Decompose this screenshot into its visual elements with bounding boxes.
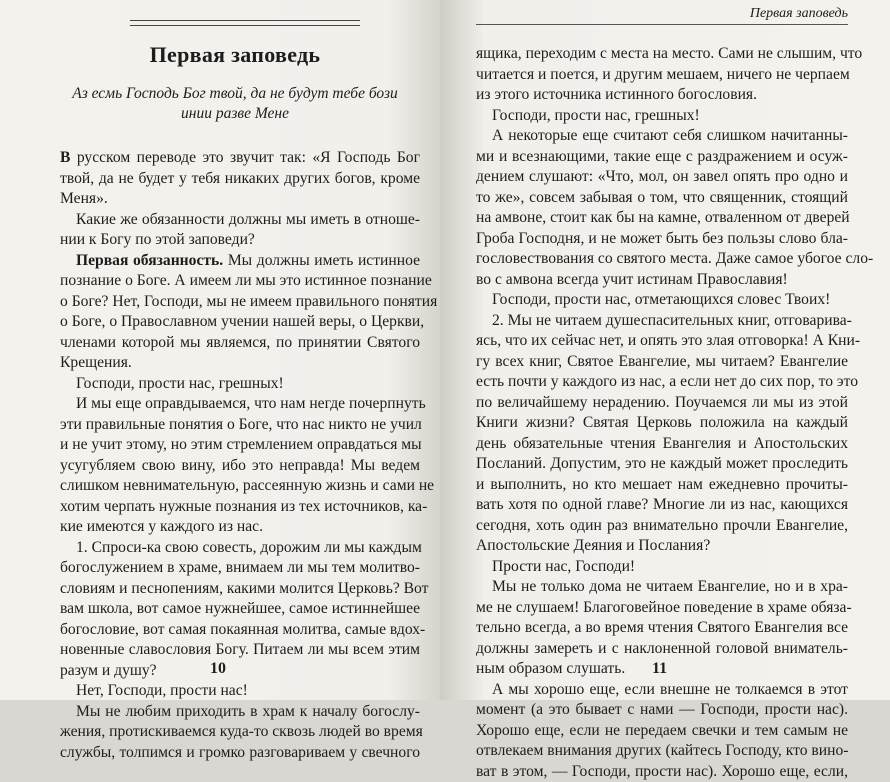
text-line	[476, 413, 848, 434]
text-line	[476, 311, 848, 332]
line-text: день обязательные чтения Евангелия и Апостольских	[476, 435, 848, 452]
text-line	[60, 271, 420, 292]
text-line	[60, 456, 420, 477]
text-line	[476, 352, 848, 373]
right-page	[440, 0, 890, 700]
epigraph	[60, 84, 410, 124]
line-text: читается и поется, и другим мешаем, ничего не черпаем	[476, 66, 850, 83]
text-line	[476, 700, 848, 721]
text-line	[60, 251, 420, 272]
line-text: русском переводе это звучит так: «Я Господь Бог	[77, 149, 420, 166]
line-text: слишком невнимательную, рассеянную жизнь и сами не	[60, 477, 434, 494]
text-line	[476, 598, 848, 619]
line-text: сегодня, хоть один раз внимательно прочли Евангелие,	[476, 517, 848, 534]
line-text: жения, протискиваемся куда-то сквозь людей во время	[60, 723, 423, 740]
line-text: кие имеются у каждого из нас.	[60, 518, 263, 535]
text-line	[476, 249, 848, 270]
text-line	[476, 536, 848, 557]
text-line	[476, 44, 848, 65]
line-text: из этого источника истинного богословия.	[476, 86, 757, 103]
line-text: разум и душу?	[60, 662, 157, 679]
running-head-rule	[476, 24, 848, 25]
text-line	[60, 538, 420, 559]
text-line	[60, 394, 420, 415]
line-text: о Боге, о Православном учении нашей веры, о Церкви,	[60, 313, 424, 330]
line-text: вам школа, вот самое нужнейшее, самое истиннейшее	[60, 600, 420, 617]
text-line	[476, 290, 848, 311]
line-text: Книги жизни? Святая Церковь положила на каждый	[476, 414, 848, 431]
text-line	[476, 188, 848, 209]
text-line	[60, 476, 420, 497]
text-line	[60, 681, 420, 702]
text-line	[476, 495, 848, 516]
text-line	[476, 762, 848, 782]
line-text: ме не слушаем! Благоговейное поведение в храме обяза-	[476, 599, 852, 616]
line-text: службы, толпимся и громко разговариваем у свечного	[60, 744, 420, 761]
line-text: А мы хорошо еще, если внешне не толкаемся в этот	[492, 681, 848, 698]
line-text: отвлекаем внимания других (кайтесь Господу, кто вино-	[476, 742, 848, 759]
text-line	[60, 722, 420, 743]
line-text: на амвоне, стоит как бы на камне, отваленном от дверей	[476, 209, 850, 226]
line-text: и не учит этому, но этим стремлением оправдаться мы	[60, 436, 422, 453]
text-line	[476, 721, 848, 742]
text-line	[476, 126, 848, 147]
text-line	[60, 599, 420, 620]
line-text: Мы должны иметь истинное	[223, 252, 420, 269]
page-number-left: 10	[210, 660, 226, 678]
left-body-text	[60, 148, 420, 763]
line-text: то же», совсем забывая о том, что священник, стоящий	[476, 189, 848, 206]
epigraph-line: инии разве Мене	[60, 104, 410, 124]
line-text: новенные славословия Богу. Питаем ли мы всем этим	[60, 641, 420, 658]
text-line	[476, 229, 848, 250]
initial-letter: В	[60, 149, 77, 166]
line-text: Крещения.	[60, 354, 132, 371]
line-text: хотим черпать нужные познания из тех источников, ка-	[60, 498, 427, 515]
line-text: членами которой мы являемся, по принятии Святого	[60, 334, 420, 351]
text-line	[60, 148, 420, 169]
line-text: А некоторые еще считают себя слишком начитанны-	[492, 127, 848, 144]
text-line	[60, 517, 420, 538]
line-text: Апостольские Деяния и Послания?	[476, 537, 710, 554]
text-line	[476, 270, 848, 291]
line-text: нии к Богу по этой заповеди?	[60, 231, 255, 248]
text-line	[476, 85, 848, 106]
text-line	[476, 557, 848, 578]
line-text: эти правильные понятия о Боге, что нас никто не учил	[60, 416, 422, 433]
text-line	[476, 372, 848, 393]
text-line	[476, 577, 848, 598]
text-line	[60, 497, 420, 518]
line-text: И мы еще оправдываемся, что нам негде почерпнуть	[76, 395, 426, 412]
line-text: вать хотя по одной главе? Многие ли из нас, кающихся	[476, 496, 848, 513]
line-text: по величайшему нерадению. Поучаемся ли мы из этой	[476, 394, 848, 411]
line-text: гу всех книг, Святое Евангелие, мы читаем? Евангелие	[476, 353, 848, 370]
line-text: Гроба Господня, и не может быть без пользы слово бла-	[476, 230, 848, 247]
line-text: Мы не любим приходить в храм к началу богослу-	[76, 703, 420, 720]
line-text: богословие, вот самая покаянная молитва, самые вдох-	[60, 621, 425, 638]
text-line	[476, 208, 848, 229]
text-line	[60, 620, 420, 641]
epigraph-line: Аз есмь Господь Бог твой, да не будут тебе бози	[60, 84, 410, 104]
text-line	[476, 454, 848, 475]
line-text: Посланий. Допустим, это не каждый может проследить	[476, 455, 848, 472]
text-line	[60, 415, 420, 436]
line-text: словиям и песнопениям, какими молится Церковь? Вот	[60, 580, 428, 597]
text-line	[60, 558, 420, 579]
text-line	[476, 516, 848, 537]
text-line	[476, 65, 848, 86]
text-line	[60, 743, 420, 764]
line-text: ват в этом, — Господи, прости нас). Хорошо еще, если,	[476, 763, 848, 780]
text-line	[476, 475, 848, 496]
line-text: ящика, переходим с места на место. Сами не слышим, что	[476, 45, 862, 62]
text-line	[476, 167, 848, 188]
line-text: гословествования со святого места. Даже самое убогое сло-	[476, 250, 873, 267]
page-number-right: 11	[652, 660, 667, 678]
text-line	[60, 210, 420, 231]
text-line	[60, 353, 420, 374]
line-text: ми и всезнающими, такие еще с раздражением и осуж-	[476, 148, 848, 165]
line-text: должны замереть и с наклоненной головой вниматель-	[476, 640, 848, 657]
line-text: 2. Мы не читаем душеспасительных книг, отговарива-	[492, 312, 852, 329]
text-line	[60, 312, 420, 333]
line-text: Меня».	[60, 190, 108, 207]
line-text: Господи, прости нас, грешных!	[76, 375, 284, 392]
text-line	[476, 680, 848, 701]
line-text: тельно всегда, а во время чтения Святого Евангелия все	[476, 619, 848, 636]
line-text: Хорошо еще, если не передаем свечки и тем самым не	[476, 722, 848, 739]
line-text: Мы не только дома не читаем Евангелие, но и в хра-	[492, 578, 848, 595]
line-text: и выполнить, но кто мешает нам ежедневно прочиты-	[476, 476, 848, 493]
text-line	[60, 189, 420, 210]
chapter-title: Первая заповедь	[60, 42, 410, 68]
text-line	[476, 639, 848, 660]
text-line	[60, 333, 420, 354]
text-line	[476, 618, 848, 639]
line-text: дением слушают: «Что, мол, он завел опять про одно и	[476, 168, 848, 185]
text-line	[476, 393, 848, 414]
line-text: есть почти у каждого из нас, а если нет до сих пор, то это	[476, 373, 858, 390]
line-text: Какие же обязанности должны мы иметь в отноше-	[76, 211, 420, 228]
text-line	[60, 640, 420, 661]
line-text: Господи, прости нас, отметающихся словес Твоих!	[492, 291, 830, 308]
text-line	[60, 579, 420, 600]
line-text: усугубляем свою вину, ибо это неправда! Мы ведем	[60, 457, 420, 474]
text-line	[60, 435, 420, 456]
line-text: твой, да не будет у тебя никаких других богов, кроме	[60, 170, 420, 187]
line-text: богослужением в храме, внимаем ли мы тем молитво-	[60, 559, 420, 576]
text-line	[476, 147, 848, 168]
text-line	[60, 374, 420, 395]
line-text: Нет, Господи, прости нас!	[76, 682, 248, 699]
line-text: момент (а это бывает с нами — Господи, прости нас).	[476, 701, 848, 718]
bold-lead-in: Первая обязанность.	[76, 252, 223, 269]
title-rule	[130, 20, 360, 26]
line-text: Господи, прости нас, грешных!	[492, 107, 700, 124]
left-page	[0, 0, 440, 700]
text-line	[476, 741, 848, 762]
line-text: ным образом слушать.	[476, 660, 625, 677]
running-head: Первая заповедь	[476, 6, 848, 22]
line-text: познание о Боге. А имеем ли мы это истинное познание	[60, 272, 432, 289]
text-line	[60, 230, 420, 251]
text-line	[60, 702, 420, 723]
line-text: Прости нас, Господи!	[492, 558, 635, 575]
text-line	[60, 661, 420, 682]
line-text: во с амвона всегда учит истинам Православия!	[476, 271, 788, 288]
text-line	[476, 331, 848, 352]
line-text: о Боге? Нет, Господи, мы не имеем правильного понятия	[60, 293, 437, 310]
line-text: 1. Спроси-ка свою совесть, дорожим ли мы каждым	[76, 539, 422, 556]
text-line	[60, 169, 420, 190]
text-line	[60, 292, 420, 313]
text-line	[476, 434, 848, 455]
line-text: ясь, что их сейчас нет, и опять это злая отговорка! А Кни-	[476, 332, 860, 349]
text-line	[476, 106, 848, 127]
